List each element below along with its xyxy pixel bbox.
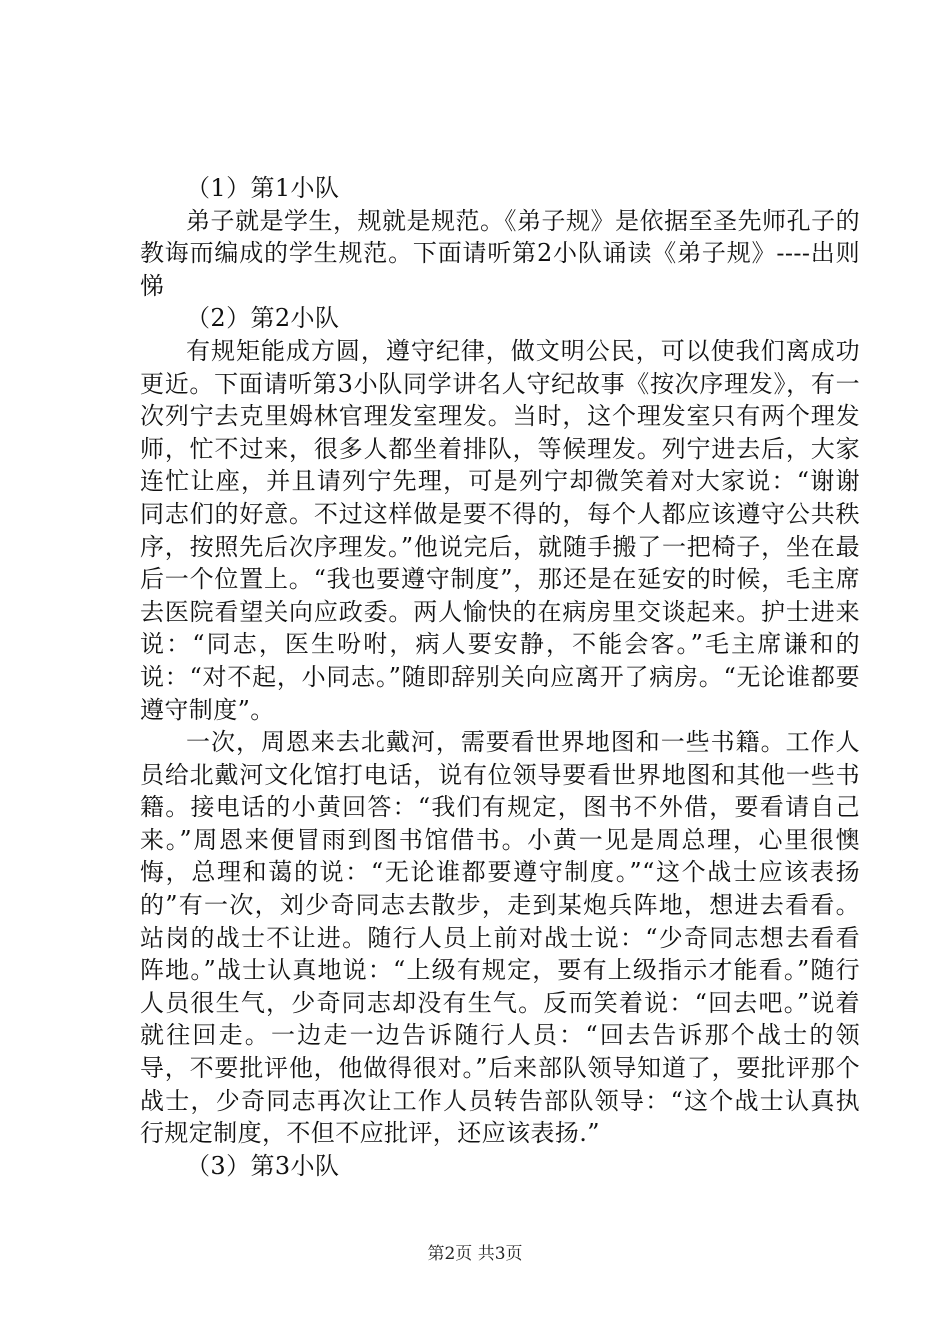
section-heading-1: （1）第1小队 — [186, 174, 340, 202]
page-number-footer: 第2页 共3页 — [427, 1244, 523, 1264]
paragraph-3: 一次，周恩来去北戴河，需要看世界地图和一些书籍。工作人员给北戴河文化馆打电话，说有位领导要看世界地图和其他一些书籍。接电话的小黄回答：“我们有规定，图书不外借，要看请自己来。”周恩来便冒雨到图书馆借书。小黄一见是周总理，心里很懊悔，总理和蔼的说：“无论谁都要遵守制度。”“这个战士应该表扬的”有一次，刘少奇同志去散步，走到某炮兵阵地，想进去看看。站岗的战士不让进。随行人员上前对战士说：“少奇同志想去看看阵地。”战士认真地说：“上级有规定，要有上级指示才能看。”随行人员很生气，少奇同志却没有生气。反而笑着说：“回去吧。”说着就往回走。一边走一边告诉随行人员：“回去告诉那个战士的领导，不要批评他，他做得很对。”后来部队领导知道了，要批评那个战士，少奇同志再次让工作人员转告部队领导：“这个战士认真执行规定制度，不但不应批评，还应该表扬.” — [140, 728, 860, 1148]
paragraph-1: 弟子就是学生，规就是规范。《弟子规》是依据至圣先师孔子的教诲而编成的学生规范。下面请听第2小队诵读《弟子规》----出则悌 — [140, 206, 860, 300]
paragraph-2: 有规矩能成方圆，遵守纪律，做文明公民，可以使我们离成功更近。下面请听第3小队同学讲名人守纪故事《按次序理发》，有一次列宁去克里姆林官理发室理发。当时，这个理发室只有两个理发师，忙不过来，很多人都坐着排队，等候理发。列宁进去后，大家连忙让座，并且请列宁先理，可是列宁却微笑着对大家说：“谢谢同志们的好意。不过这样做是要不得的，每个人都应该遵守公共秩序，按照先后次序理发。”他说完后，就随手搬了一把椅子，坐在最后一个位置上。“我也要遵守制度”，那还是在延安的时候，毛主席去医院看望关向应政委。两人愉快的在病房里交谈起来。护士进来说：“同志，医生吩咐，病人要安静，不能会客。”毛主席谦和的说：“对不起，小同志。”随即辞别关向应离开了病房。“无论谁都要遵守制度”。 — [140, 336, 860, 724]
section-heading-2: （2）第2小队 — [186, 304, 340, 333]
section-heading-3: （3）第3小队 — [186, 1151, 340, 1180]
document-body — [140, 172, 860, 1182]
